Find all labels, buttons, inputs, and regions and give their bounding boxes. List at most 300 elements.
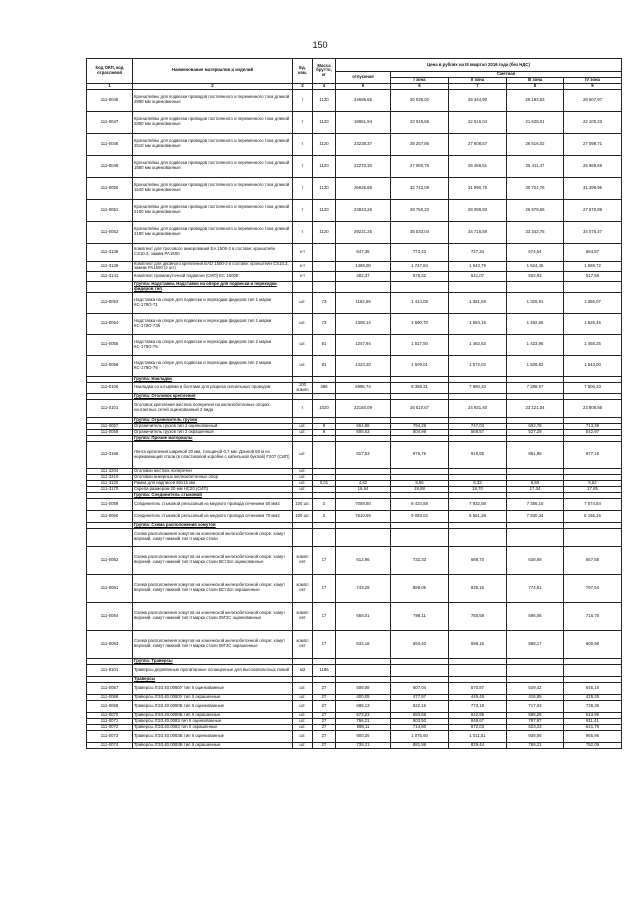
- row-unit: т: [293, 399, 313, 417]
- row-zone-4-price: 684,57: [564, 243, 622, 261]
- row-code: 111-0057: [87, 423, 133, 429]
- row-unit: шт.: [293, 712, 313, 718]
- row-release-price: 756,21: [336, 718, 391, 724]
- row-zone-4-price: 600,98: [564, 630, 622, 658]
- row-mass: 17: [313, 574, 336, 602]
- row-unit: шт.: [293, 334, 313, 355]
- row-zone-2-price: 642,95: [449, 712, 507, 718]
- row-code: 111-0101: [87, 399, 133, 417]
- col-number: 6: [391, 83, 449, 89]
- row-release-price: 7059,60: [336, 498, 391, 510]
- row-code: 111-0050: [87, 177, 133, 199]
- row-name: Кронштейны для подвески проводов постоянного и переменного тока длиной 2510 мм оцинкованные: [133, 133, 293, 155]
- row-zone-2-price: 835,15: [449, 574, 507, 602]
- row-name: Траверсы ЛЭЗ.40.0080Б тип II оцинкованные: [133, 700, 293, 712]
- row-zone-4-price: 517,56: [564, 272, 622, 282]
- row-unit: компл ект: [293, 602, 313, 630]
- row-code: 111-9101: [87, 664, 133, 676]
- row-zone-1-price: 28 750,23: [391, 199, 449, 221]
- row-zone-3-price: 529,42: [507, 682, 564, 694]
- row-zone-2-price: 672,03: [449, 724, 507, 730]
- table-row: [87, 700, 622, 712]
- row-code: 111-0074: [87, 742, 133, 748]
- row-code: 111-0073: [87, 730, 133, 742]
- row-zone-1-price: 773,43: [391, 243, 449, 261]
- row-zone-4-price: 713,39: [564, 423, 622, 429]
- row-mass: [313, 282, 336, 293]
- row-zone-2-price: 747,03: [449, 423, 507, 429]
- row-name: Кронштейны для подвески проводов постоянного и переменного тока длиной 1540 мм оцинкованные: [133, 177, 293, 199]
- row-release-price: 4,82: [336, 480, 391, 486]
- row-zone-4-price: 31 399,96: [564, 177, 622, 199]
- row-code: 111-0054: [87, 313, 133, 334]
- row-mass: 27: [313, 742, 336, 748]
- price-table-wrapper: [86, 58, 621, 749]
- row-release-price: 400,05: [336, 694, 391, 700]
- row-name: Кронштейны для подвески проводов постоянного и переменного тока длиной 2190 мм оцинкованные: [133, 221, 293, 243]
- row-unit: т: [293, 111, 313, 133]
- row-name: Соединитель стыковой рельсовый из медного провода сечением 50 мм2: [133, 498, 293, 510]
- row-release-price: [336, 664, 391, 676]
- row-zone-1-price: 23 045,56: [391, 111, 449, 133]
- row-mass: 73: [313, 292, 336, 313]
- header-price-title: Цена в рублях на III квартал 2016 года (без НДС): [336, 59, 622, 72]
- row-unit: к-т: [293, 261, 313, 272]
- table-row: [87, 730, 622, 742]
- row-name: Комплект промежуточной подвески (СИП) ЕС 1500Е: [133, 272, 293, 282]
- row-zone-2-price: 31 990,75: [449, 177, 507, 199]
- row-release-price: 1247,94: [336, 334, 391, 355]
- row-mass: 2: [313, 510, 336, 522]
- row-mass: 1120: [313, 155, 336, 177]
- row-release-price: 23238,37: [336, 133, 391, 155]
- row-name: Группа: Схема расположения хомутов: [133, 522, 293, 528]
- row-name: Ограничитель грузов тип 2 окрашенный: [133, 429, 293, 435]
- table-row: [87, 334, 622, 355]
- row-zone-2-price: 27 608,57: [449, 133, 507, 155]
- table-row: [87, 355, 622, 376]
- row-unit: т: [293, 155, 313, 177]
- row-zone-3-price: [507, 664, 564, 676]
- row-zone-3-price: 416,85: [507, 694, 564, 700]
- row-code: 111-0061: [87, 574, 133, 602]
- row-release-price: 22270,30: [336, 155, 391, 177]
- row-zone-1-price: 1 609,01: [391, 355, 449, 376]
- row-code: 111-0062: [87, 546, 133, 574]
- row-zone-2-price: 22 516,04: [449, 111, 507, 133]
- table-row: [87, 261, 622, 272]
- row-zone-3-price: 7 289,57: [507, 382, 564, 393]
- row-code: 111-0060: [87, 510, 133, 522]
- row-zone-3-price: [507, 282, 564, 293]
- row-mass: 1120: [313, 133, 336, 155]
- row-release-price: 1308,14: [336, 313, 391, 334]
- row-mass: 1120: [313, 177, 336, 199]
- row-unit: шт.: [293, 718, 313, 724]
- table-row: [87, 155, 622, 177]
- row-mass: 1120: [313, 199, 336, 221]
- row-zone-1-price: 5,66: [391, 480, 449, 486]
- row-name: Оголовок крепления жестких поперечин на железобетонных опорах контактных сетей оцинкованный 2 вида: [133, 399, 293, 417]
- row-mass: 17: [313, 630, 336, 658]
- row-code: 111-0048: [87, 133, 133, 155]
- row-zone-4-price: 641,76: [564, 724, 622, 730]
- col-number: 4: [313, 83, 336, 89]
- row-zone-1-price: 732,33: [391, 546, 449, 574]
- row-mass: 1186: [313, 664, 336, 676]
- row-unit: шт.: [293, 700, 313, 712]
- row-mass: 9: [313, 423, 336, 429]
- row-release-price: 23843,26: [336, 199, 391, 221]
- row-zone-3-price: 1 524,45: [507, 261, 564, 272]
- row-zone-1-price: 607,04: [391, 682, 449, 694]
- row-name: Траверсы ЛЭЗ.40.0083Б тип II оцинкованные: [133, 730, 293, 742]
- table-row: [87, 221, 622, 243]
- row-code: 111-0052: [87, 221, 133, 243]
- row-code: 111-0047: [87, 111, 133, 133]
- row-code: 111-0068: [87, 694, 133, 700]
- row-unit: шт.: [293, 730, 313, 742]
- row-code: 111-3120: [87, 480, 133, 486]
- row-zone-1-price: 9 093,02: [391, 510, 449, 522]
- row-zone-1-price: 976,75: [391, 441, 449, 468]
- row-unit: 100 компл: [293, 382, 313, 393]
- table-row: [87, 664, 622, 676]
- row-zone-2-price: [449, 528, 507, 546]
- table-row: [87, 177, 622, 199]
- row-zone-4-price: [564, 528, 622, 546]
- row-zone-4-price: 8 166,15: [564, 510, 622, 522]
- row-unit: шт.: [293, 694, 313, 700]
- row-unit: шт.: [293, 355, 313, 376]
- row-mass: 27: [313, 718, 336, 724]
- row-mass: 81: [313, 355, 336, 376]
- row-code: 111-3165: [87, 441, 133, 468]
- row-unit: шт.: [293, 441, 313, 468]
- row-zone-1-price: 693,40: [391, 630, 449, 658]
- row-mass: [313, 441, 336, 468]
- page-number: 150: [312, 40, 328, 50]
- row-zone-4-price: 1 356,07: [564, 292, 622, 313]
- row-zone-4-price: 27 098,71: [564, 133, 622, 155]
- row-release-price: 668,01: [336, 602, 391, 630]
- row-zone-1-price: 714,60: [391, 724, 449, 730]
- row-zone-2-price: 1 643,79: [449, 261, 507, 272]
- table-body: [87, 89, 622, 748]
- row-zone-2-price: 34 716,59: [449, 221, 507, 243]
- row-release-price: 533,16: [336, 630, 391, 658]
- row-release-price: 22150,09: [336, 399, 391, 417]
- row-name: Группа: Траверсы: [133, 658, 293, 664]
- row-code: 111-0067: [87, 682, 133, 694]
- row-zone-1-price: 881,98: [391, 742, 449, 748]
- row-release-price: 18951,94: [336, 111, 391, 133]
- row-release-price: 16,64: [336, 486, 391, 492]
- row-zone-1-price: [391, 528, 449, 546]
- row-zone-1-price: 575,32: [391, 272, 449, 282]
- row-unit: шт.: [293, 429, 313, 435]
- header-zone-2: II зона: [449, 77, 507, 83]
- row-zone-3-price: 696,06: [507, 602, 564, 630]
- row-zone-4-price: 613,99: [564, 712, 622, 718]
- row-zone-4-price: 34 075,47: [564, 221, 622, 243]
- row-code: 111-0049: [87, 155, 133, 177]
- row-mass: 27: [313, 730, 336, 742]
- row-zone-4-price: 792,09: [564, 742, 622, 748]
- table-row: [87, 441, 622, 468]
- row-name: Траверсы деревянные пропитанные оснащенные для высоковольтных линий: [133, 664, 293, 676]
- row-zone-2-price: 7 860,33: [449, 382, 507, 393]
- row-release-price: 26926,88: [336, 177, 391, 199]
- row-zone-1-price: 1 747,84: [391, 261, 449, 272]
- row-name: Надставка на опоре для подвески и переходки фидеров тип 2 марки КС-178О-75: [133, 334, 293, 355]
- row-code: 111-0064: [87, 602, 133, 630]
- table-row: [87, 546, 622, 574]
- row-name: Комплект для двойного крепления EAD 1500-3 в составе: кронштейн CS10.3, зажим PA1500 (2 шт): [133, 261, 293, 272]
- header-release: отпускная: [336, 72, 391, 84]
- row-zone-4-price: 27 570,89: [564, 199, 622, 221]
- row-zone-2-price: 829,44: [449, 742, 507, 748]
- row-release-price: 1469,00: [336, 261, 391, 272]
- table-row: [87, 602, 622, 630]
- row-zone-4-price: 17,85: [564, 486, 622, 492]
- row-unit: шт.: [293, 474, 313, 480]
- row-zone-4-price: 1 543,00: [564, 355, 622, 376]
- col-number: 3: [293, 83, 313, 89]
- row-zone-3-price: 527,29: [507, 429, 564, 435]
- row-zone-1-price: 1 075,60: [391, 730, 449, 742]
- row-mass: 9: [313, 429, 336, 435]
- table-row: [87, 399, 622, 417]
- row-zone-2-price: 8 551,28: [449, 510, 507, 522]
- row-zone-4-price: 23 808,56: [564, 399, 622, 417]
- row-name: Рамка для надписей 60х15 мм: [133, 480, 293, 486]
- row-zone-1-price: 822,16: [391, 700, 449, 712]
- row-code: 111-0063: [87, 630, 133, 658]
- row-zone-3-price: 588,17: [507, 630, 564, 658]
- row-zone-1-price: 8 434,59: [391, 498, 449, 510]
- row-mass: 1120: [313, 89, 336, 111]
- row-zone-1-price: 683,68: [391, 712, 449, 718]
- row-code: [87, 282, 133, 293]
- row-zone-1-price: 35 533,04: [391, 221, 449, 243]
- row-name: Траверсы ЛЭЗ.40.0083 тип II оцинкованные: [133, 718, 293, 724]
- row-unit: [293, 282, 313, 293]
- row-zone-1-price: 798,11: [391, 602, 449, 630]
- row-unit: шт.: [293, 724, 313, 730]
- row-release-price: 7610,69: [336, 510, 391, 522]
- row-zone-1-price: 1 590,70: [391, 313, 449, 334]
- row-mass: 386: [313, 382, 336, 393]
- row-zone-3-price: 1 326,91: [507, 292, 564, 313]
- row-unit: шт.: [293, 292, 313, 313]
- row-unit: т: [293, 133, 313, 155]
- header-unit: Ед. изм.: [293, 59, 313, 84]
- row-zone-1-price: 8 358,31: [391, 382, 449, 393]
- row-zone-4-price: 25 969,69: [564, 155, 622, 177]
- row-zone-2-price: [449, 282, 507, 293]
- row-name: Кронштейны для подвески проводов постоянного и переменного тока длиной 2190 мм оцинкованные: [133, 199, 293, 221]
- row-code: 111-0072: [87, 724, 133, 730]
- row-name: Надставка на опоре для подвески и переходки фидеров тип 2 марки КС-178О-76: [133, 355, 293, 376]
- row-unit: т: [293, 199, 313, 221]
- row-name: Оголовки жестких поперечин: [133, 468, 293, 474]
- row-zone-4-price: 811,41: [564, 718, 622, 724]
- row-zone-3-price: 774,51: [507, 574, 564, 602]
- row-zone-2-price: 727,34: [449, 243, 507, 261]
- row-unit: т: [293, 89, 313, 111]
- row-zone-3-price: 7 356,10: [507, 498, 564, 510]
- row-zone-4-price: 7 506,33: [564, 382, 622, 393]
- row-zone-3-price: 938,06: [507, 730, 564, 742]
- row-zone-1-price: [391, 282, 449, 293]
- row-release-price: 664,86: [336, 423, 391, 429]
- row-zone-3-price: 30 724,78: [507, 177, 564, 199]
- row-release-price: 24696,65: [336, 89, 391, 111]
- row-name: Кронштейны для подвески проводов постоянного и переменного тока длиной 2850 мм оцинкованные: [133, 111, 293, 133]
- row-mass: 17: [313, 546, 336, 574]
- row-code: 111-3170: [87, 486, 133, 492]
- row-zone-2-price: 918,55: [449, 441, 507, 468]
- row-release-price: 647,35: [336, 243, 391, 261]
- row-zone-2-price: 28 089,93: [449, 199, 507, 221]
- header-estimate: Сметная: [391, 72, 622, 78]
- row-release-price: 817,53: [336, 441, 391, 468]
- row-zone-1-price: 28 257,86: [391, 133, 449, 155]
- row-zone-2-price: [449, 664, 507, 676]
- row-code: 111-0071: [87, 718, 133, 724]
- row-zone-2-price: 18,70: [449, 486, 507, 492]
- row-zone-4-price: 738,35: [564, 700, 622, 712]
- col-number: 7: [449, 83, 507, 89]
- row-zone-1-price: 604,99: [391, 429, 449, 435]
- header-mass: Масса брутто, кг: [313, 59, 336, 84]
- row-zone-2-price: 1 011,51: [449, 730, 507, 742]
- row-name: Траверсы ЛЭЗ.40.0080Б тип II окрашенные: [133, 712, 293, 718]
- row-zone-3-price: 33 342,75: [507, 221, 564, 243]
- row-zone-2-price: 1 381,59: [449, 292, 507, 313]
- row-zone-2-price: 449,49: [449, 694, 507, 700]
- row-code: 111-3204: [87, 468, 133, 474]
- row-zone-4-price: 1 569,72: [564, 261, 622, 272]
- row-release-price: 506,63: [336, 429, 391, 435]
- row-zone-4-price: 28 607,97: [564, 89, 622, 111]
- row-zone-1-price: 26 510,67: [391, 399, 449, 417]
- table-row: [87, 292, 622, 313]
- row-zone-3-price: 674,54: [507, 243, 564, 261]
- row-zone-3-price: 26 978,65: [507, 199, 564, 221]
- table-row: [87, 272, 622, 282]
- row-release-price: 6996,74: [336, 382, 391, 393]
- row-name: Траверсы ЛЭЗ.40.0080У тип II окрашенные: [133, 694, 293, 700]
- row-zone-2-price: 598,15: [449, 630, 507, 658]
- row-zone-3-price: 638,69: [507, 546, 564, 574]
- row-name: Группа: Надставки, Надставки на опоре для подвески и переходки фидеров тип: [133, 282, 293, 293]
- row-unit: т: [293, 221, 313, 243]
- row-unit: шт.: [293, 423, 313, 429]
- row-code: 111-0059: [87, 498, 133, 510]
- row-code: [87, 528, 133, 546]
- row-release-price: 900,25: [336, 730, 391, 742]
- row-name: Комплект для тросового анкерования ЕА 1500-3 в составе: кронштейн CS10.3, зажим PA1500: [133, 243, 293, 261]
- row-name: Скрепа размером 20 мм НС20 (СИП): [133, 486, 293, 492]
- row-zone-4-price: 1 525,45: [564, 313, 622, 334]
- row-unit: шт.: [293, 480, 313, 486]
- row-code: 111-0053: [87, 292, 133, 313]
- row-mass: 1120: [313, 221, 336, 243]
- row-mass: 0,01: [313, 480, 336, 486]
- row-zone-3-price: 769,21: [507, 742, 564, 748]
- row-unit: м3: [293, 664, 313, 676]
- row-zone-3-price: 596,26: [507, 712, 564, 718]
- row-zone-3-price: 1 509,82: [507, 355, 564, 376]
- row-mass: 81: [313, 334, 336, 355]
- row-name: Схема расположения хомутов на конической железобетонной опоре: хомут верхний, хомут нижний тип II марка стали 09Г2С окрашенные: [133, 630, 293, 658]
- row-zone-3-price: [507, 528, 564, 546]
- row-zone-4-price: 545,16: [564, 682, 622, 694]
- row-zone-2-price: 541,07: [449, 272, 507, 282]
- row-release-price: 1162,69: [336, 292, 391, 313]
- row-mass: [313, 261, 336, 272]
- row-release-price: [336, 282, 391, 293]
- table-row: [87, 243, 622, 261]
- row-zone-3-price: 1 492,65: [507, 313, 564, 334]
- row-name: Группа: Ограничитель грузов: [133, 417, 293, 423]
- row-unit: шт.: [293, 742, 313, 748]
- row-zone-4-price: 657,68: [564, 546, 622, 574]
- row-unit: 100 шт.: [293, 510, 313, 522]
- row-unit: [293, 528, 313, 546]
- row-name: Схема расположения хомутов на конической железобетонной опоре: хомут верхний, хомут нижний тип II марка стали ВСт3сп оцинкованные: [133, 546, 293, 574]
- row-zone-3-price: 623,23: [507, 724, 564, 730]
- table-row: [87, 510, 622, 522]
- row-mass: 27: [313, 712, 336, 718]
- row-release-price: 738,21: [336, 742, 391, 748]
- row-release-price: 508,08: [336, 682, 391, 694]
- table-row: [87, 498, 622, 510]
- row-code: 111-0070: [87, 712, 133, 718]
- row-zone-4-price: 7 574,84: [564, 498, 622, 510]
- row-zone-1-price: 477,97: [391, 694, 449, 700]
- row-zone-3-price: 23 121,04: [507, 399, 564, 417]
- row-zone-3-price: 26 516,02: [507, 133, 564, 155]
- row-release-price: 29221,25: [336, 221, 391, 243]
- group-row: [87, 282, 622, 293]
- row-zone-3-price: 29 183,63: [507, 89, 564, 111]
- row-unit: к-т: [293, 243, 313, 261]
- row-code: 111-3210: [87, 474, 133, 480]
- row-zone-1-price: 888,06: [391, 574, 449, 602]
- row-unit: т: [293, 177, 313, 199]
- row-code: 111-0106: [87, 382, 133, 393]
- row-code: 111-3139: [87, 261, 133, 272]
- row-mass: 1120: [313, 111, 336, 133]
- row-zone-3-price: 5,50: [507, 480, 564, 486]
- row-code: 111-0058: [87, 429, 133, 435]
- row-release-price: 743,29: [336, 574, 391, 602]
- row-mass: 27: [313, 682, 336, 694]
- row-zone-2-price: 750,58: [449, 602, 507, 630]
- row-name: Траверсы ЛЭЗ.40.0083Б тип II окрашенные: [133, 742, 293, 748]
- row-release-price: 1323,20: [336, 355, 391, 376]
- table-row: [87, 574, 622, 602]
- row-name: Траверсы ЛЭЗ.40.0083 тип II окрашенные: [133, 724, 293, 730]
- row-release-price: 612,96: [336, 546, 391, 574]
- row-mass: 27: [313, 694, 336, 700]
- row-name: Соединитель стыковой рельсовый из медного провода сечением 70 мм2: [133, 510, 293, 522]
- row-zone-4-price: 965,96: [564, 730, 622, 742]
- row-zone-1-price: 30 036,02: [391, 89, 449, 111]
